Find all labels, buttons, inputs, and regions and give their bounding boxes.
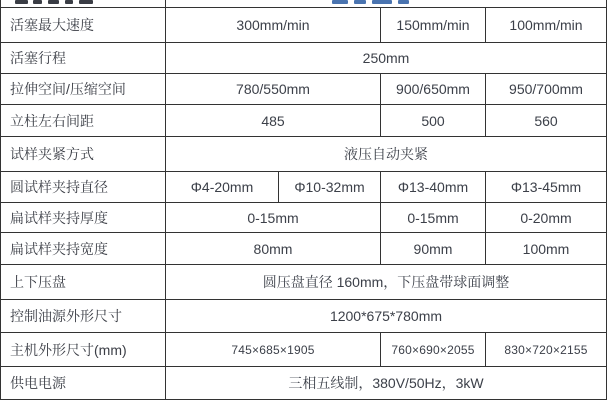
spec-value: 1200*675*780mm <box>165 300 606 332</box>
spec-row-oil-source-size <box>1 300 606 333</box>
spec-value: 0-15mm <box>380 203 485 232</box>
clipped-row-value-fragment <box>165 0 606 7</box>
spec-label: 活塞行程 <box>10 50 66 66</box>
spec-row-flat-specimen-thick <box>1 203 606 233</box>
spec-row-host-size <box>1 333 606 367</box>
spec-row-piston-stroke <box>1 43 606 74</box>
spec-label: 圆试样夹持直径 <box>10 179 108 195</box>
spec-value: 三相五线制，380V/50Hz，3kW <box>165 367 606 399</box>
text-fragment <box>332 0 348 4</box>
spec-row-piston-max-speed <box>1 8 606 43</box>
spec-label: 活塞最大速度 <box>10 17 94 33</box>
text-fragment <box>372 0 392 4</box>
spec-row-clamping-method <box>1 137 606 172</box>
text-fragment <box>65 0 73 4</box>
spec-row-flat-specimen-width <box>1 233 606 265</box>
spec-value: 250mm <box>165 43 606 73</box>
spec-value: 830×720×2155 <box>485 333 606 366</box>
spec-value: 0-15mm <box>165 203 380 232</box>
spec-row-round-specimen-dia <box>1 172 606 203</box>
spec-value: Φ4-20mm <box>165 172 278 202</box>
spec-row-platens <box>1 265 606 300</box>
spec-row-column-spacing <box>1 105 606 137</box>
spec-value: Φ13-45mm <box>485 172 606 202</box>
text-fragment <box>33 0 42 4</box>
spec-value: 100mm <box>485 233 606 264</box>
spec-value: 500 <box>380 105 485 136</box>
spec-label: 供电电源 <box>10 375 66 391</box>
text-fragment <box>398 0 409 4</box>
spec-label: 扁试样夹持宽度 <box>10 240 108 257</box>
spec-value: 780/550mm <box>165 74 380 104</box>
clipped-row <box>1 0 606 8</box>
spec-value: 0-20mm <box>485 203 606 232</box>
spec-label: 扁试样夹持厚度 <box>10 209 108 226</box>
spec-value: 90mm <box>380 233 485 264</box>
spec-value: 560 <box>485 105 606 136</box>
spec-value: 圆压盘直径 160mm，下压盘带球面调整 <box>165 265 606 299</box>
spec-label: 主机外形尺寸(mm) <box>10 341 127 358</box>
spec-label: 控制油源外形尺寸 <box>10 308 122 324</box>
spec-label: 拉伸空间/压缩空间 <box>10 81 126 97</box>
spec-value: Φ10-32mm <box>278 172 380 202</box>
spec-value: 950/700mm <box>485 74 606 104</box>
spec-row-power-supply <box>1 367 606 400</box>
text-fragment <box>354 0 366 4</box>
spec-label: 上下压盘 <box>10 274 66 290</box>
spec-label: 立柱左右间距 <box>10 112 94 129</box>
text-fragment <box>79 0 93 4</box>
spec-value: 80mm <box>165 233 380 264</box>
spec-value: 760×690×2055 <box>380 333 485 366</box>
spec-value: 485 <box>165 105 380 136</box>
clipped-row-label-fragment <box>1 0 165 7</box>
spec-value: Φ13-40mm <box>380 172 485 202</box>
spec-value: 100mm/min <box>485 8 606 42</box>
text-fragment <box>15 0 28 4</box>
spec-value: 300mm/min <box>165 8 380 42</box>
spec-value: 745×685×1905 <box>165 333 380 366</box>
spec-row-tension-compress-space <box>1 74 606 105</box>
text-fragment <box>48 0 59 4</box>
spec-value: 液压自动夹紧 <box>165 137 606 171</box>
spec-value: 150mm/min <box>380 8 485 42</box>
spec-label: 试样夹紧方式 <box>10 146 94 162</box>
spec-value: 900/650mm <box>380 74 485 104</box>
